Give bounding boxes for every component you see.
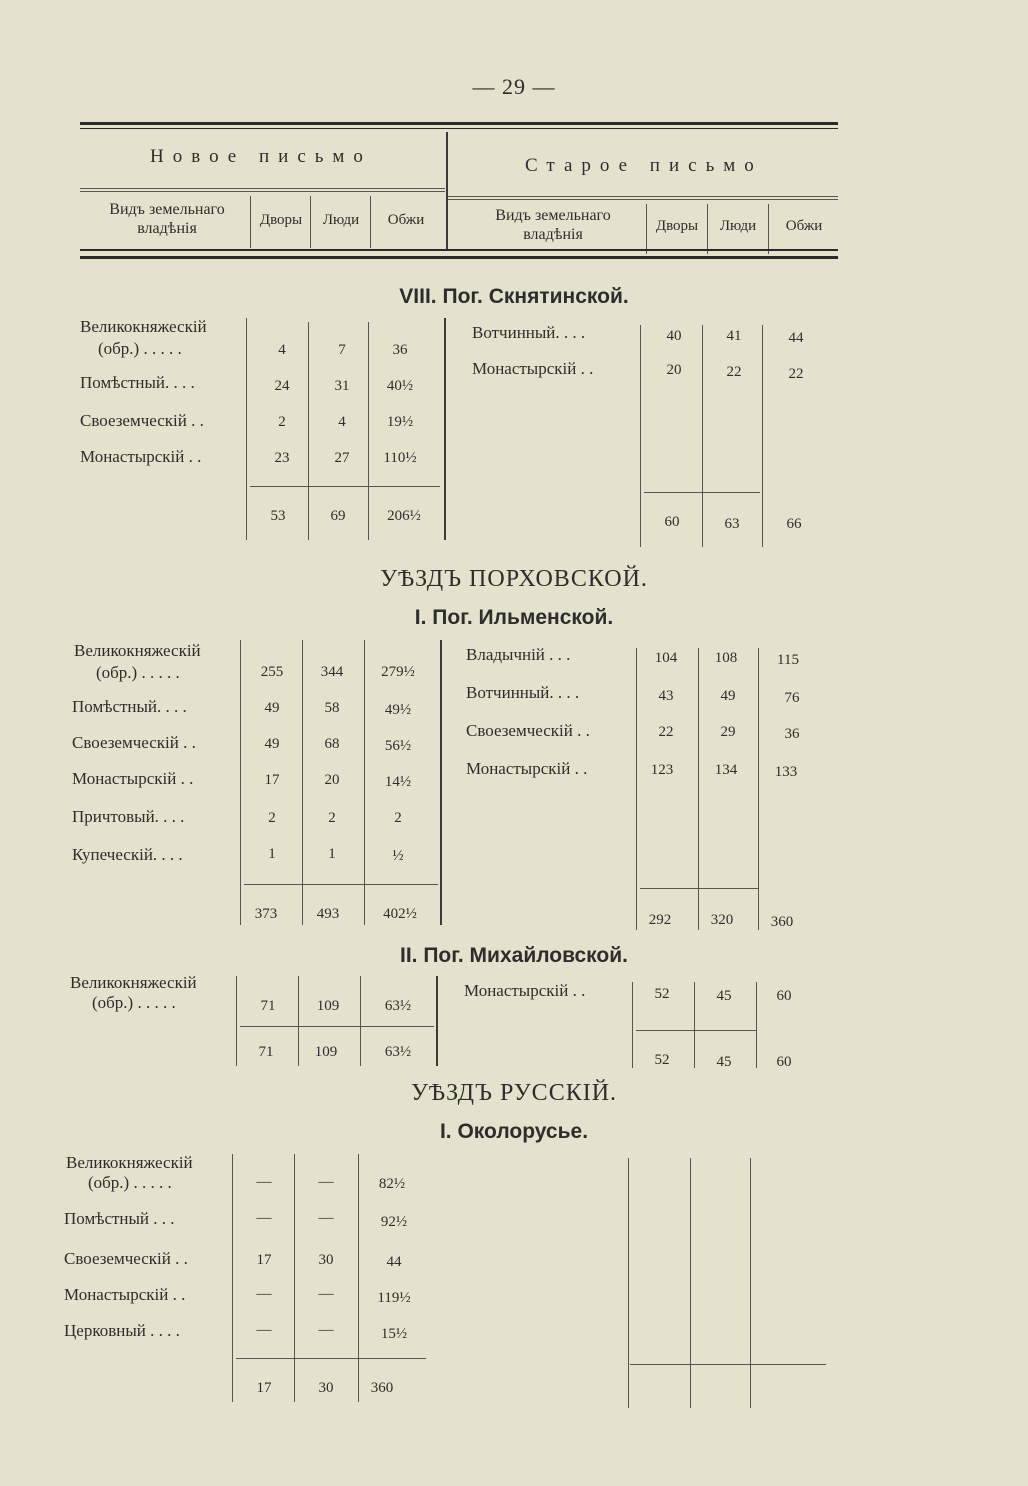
row-label: (обр.) . . . . . [98, 339, 182, 358]
total-obzhi: 60 [776, 1054, 792, 1070]
section-title: II. Пог. Михайловской. [399, 944, 628, 967]
cell-lyudi: — [318, 1322, 334, 1338]
cell-lyudi: 20 [324, 772, 340, 788]
cell-dvory: 43 [658, 688, 674, 704]
cell-dvory: 40 [666, 328, 682, 344]
cell-obzhi: 2 [394, 810, 402, 826]
total-obzhi: 360 [370, 1380, 394, 1396]
cell-dvory: 49 [264, 700, 280, 716]
total-lyudi: 45 [716, 1054, 732, 1070]
cell-obzhi: ½ [392, 848, 404, 864]
cell-dvory: — [256, 1174, 272, 1190]
total-obzhi: 402½ [383, 906, 417, 922]
cell-lyudi: 344 [320, 664, 344, 680]
row-label: Великокняжескій [66, 1153, 193, 1172]
row-label: Купеческій. . . . [72, 845, 183, 864]
cell-dvory: 71 [260, 998, 276, 1014]
cell-obzhi: 133 [774, 764, 798, 780]
uezd-heading: УѢЗДЪ ПОРХОВСКОЙ. [380, 566, 648, 592]
cell-obzhi: 44 [788, 330, 804, 346]
total-dvory: 60 [664, 514, 680, 530]
header-old-letter: Старое письмо [525, 155, 763, 176]
cell-lyudi: — [318, 1174, 334, 1190]
cell-obzhi: 279½ [381, 664, 415, 680]
header-lyudi: Люди [322, 212, 360, 228]
row-label: Владычній . . . [466, 645, 571, 664]
row-label: Великокняжескій [80, 317, 207, 336]
row-label: Своеземческій . . [72, 733, 196, 752]
total-obzhi: 63½ [384, 1044, 412, 1060]
cell-obzhi: 15½ [380, 1326, 408, 1342]
cell-obzhi: 36 [392, 342, 408, 358]
cell-lyudi: 27 [334, 450, 350, 466]
total-obzhi: 206½ [387, 508, 421, 524]
row-label: Монастырскій . . [464, 981, 586, 1000]
total-lyudi: 320 [710, 912, 734, 928]
header-dvory-old: Дворы [655, 218, 699, 234]
header-lyudi-old: Люди [719, 218, 757, 234]
row-label: Монастырскій . . [72, 769, 194, 788]
page-number: — 29 — [472, 74, 556, 99]
total-dvory: 53 [270, 508, 286, 524]
cell-lyudi: — [318, 1210, 334, 1226]
cell-dvory: 104 [654, 650, 678, 666]
row-label: Церковный . . . . [64, 1321, 180, 1340]
row-label: Монастырскій . . [472, 359, 594, 378]
row-label: Монастырскій . . [466, 759, 588, 778]
section-title: I. Пог. Ильменской. [414, 606, 614, 629]
cell-dvory: — [256, 1322, 272, 1338]
header-type-col: Видъ земельнаго владѣнія [109, 201, 225, 237]
cell-lyudi: 58 [324, 700, 340, 716]
cell-dvory: 1 [268, 846, 276, 862]
cell-dvory: 4 [278, 342, 286, 358]
row-label: Великокняжескій [70, 973, 197, 992]
total-lyudi: 493 [316, 906, 340, 922]
cell-lyudi: 22 [726, 364, 742, 380]
total-lyudi: 69 [330, 508, 346, 524]
cell-obzhi: 44 [386, 1254, 402, 1270]
cell-lyudi: 108 [714, 650, 738, 666]
section-title: VIII. Пог. Скнятинской. [399, 285, 629, 308]
row-label: (обр.) . . . . . [96, 663, 180, 682]
cell-obzhi: 76 [784, 690, 800, 706]
row-label: Вотчинный. . . . [466, 683, 580, 702]
cell-lyudi: 29 [720, 724, 736, 740]
total-lyudi: 109 [314, 1044, 338, 1060]
row-label: Великокняжескій [74, 641, 201, 660]
cell-dvory: 23 [274, 450, 290, 466]
cell-dvory: 17 [264, 772, 280, 788]
cell-dvory: 52 [654, 986, 670, 1002]
row-label: (обр.) . . . . . [92, 993, 176, 1012]
cell-dvory: 2 [268, 810, 276, 826]
cell-lyudi: 45 [716, 988, 732, 1004]
row-label: Помѣстный. . . . [80, 373, 195, 392]
total-obzhi: 360 [770, 914, 794, 930]
cell-obzhi: 19½ [386, 414, 414, 430]
header-obzhi: Обжи [387, 212, 425, 228]
cell-obzhi: 110½ [383, 450, 417, 466]
header-obzhi-old: Обжи [785, 218, 823, 234]
cell-obzhi: 63½ [384, 998, 412, 1014]
total-dvory: 52 [654, 1052, 670, 1068]
cell-dvory: — [256, 1286, 272, 1302]
cell-lyudi: 30 [318, 1252, 334, 1268]
cell-obzhi: 14½ [384, 774, 412, 790]
row-label: Своеземческій . . [466, 721, 590, 740]
cell-lyudi: 134 [714, 762, 738, 778]
uezd-heading: УѢЗДЪ РУССКІЙ. [410, 1080, 618, 1106]
cell-obzhi: 49½ [384, 702, 412, 718]
cell-obzhi: 82½ [378, 1176, 406, 1192]
cell-dvory: 24 [274, 378, 290, 394]
cell-obzhi: 22 [788, 366, 804, 382]
cell-dvory: 49 [264, 736, 280, 752]
cell-obzhi: 36 [784, 726, 800, 742]
cell-dvory: 17 [256, 1252, 272, 1268]
header-new-letter: Новое письмо [150, 146, 372, 167]
row-label: Своеземческій . . [64, 1249, 188, 1268]
total-dvory: 71 [258, 1044, 274, 1060]
row-label: Помѣстный. . . . [72, 697, 187, 716]
cell-lyudi: 4 [338, 414, 346, 430]
total-dvory: 17 [256, 1380, 272, 1396]
cell-dvory: 20 [666, 362, 682, 378]
total-lyudi: 63 [724, 516, 740, 532]
total-lyudi: 30 [318, 1380, 334, 1396]
total-dvory: 292 [648, 912, 672, 928]
total-obzhi: 66 [786, 516, 802, 532]
cell-lyudi: 1 [328, 846, 336, 862]
row-label: Монастырскій . . [80, 447, 202, 466]
cell-dvory: 255 [260, 664, 284, 680]
header-dvory: Дворы [259, 212, 303, 228]
total-dvory: 373 [254, 906, 278, 922]
cell-lyudi: 68 [324, 736, 340, 752]
cell-lyudi: — [318, 1286, 334, 1302]
cell-obzhi: 92½ [380, 1214, 408, 1230]
cell-obzhi: 60 [776, 988, 792, 1004]
cell-lyudi: 7 [338, 342, 346, 358]
cell-dvory: — [256, 1210, 272, 1226]
row-label: Монастырскій . . [64, 1285, 186, 1304]
cell-lyudi: 2 [328, 810, 336, 826]
cell-dvory: 2 [278, 414, 286, 430]
cell-obzhi: 119½ [377, 1290, 411, 1306]
cell-lyudi: 41 [726, 328, 742, 344]
row-label: Вотчинный. . . . [472, 323, 586, 342]
cell-dvory: 22 [658, 724, 674, 740]
row-label: Помѣстный . . . [64, 1209, 175, 1228]
cell-obzhi: 40½ [386, 378, 414, 394]
cell-lyudi: 31 [334, 378, 350, 394]
cell-lyudi: 109 [316, 998, 340, 1014]
cell-obzhi: 115 [777, 652, 799, 668]
cell-lyudi: 49 [720, 688, 736, 704]
cell-obzhi: 56½ [384, 738, 412, 754]
section-title: I. Околорусье. [439, 1120, 589, 1143]
row-label: Причтовый. . . . [72, 807, 185, 826]
row-label: Своеземческій . . [80, 411, 204, 430]
cell-dvory: 123 [650, 762, 674, 778]
header-type-col-old: Видъ земельнаго владѣнія [495, 207, 611, 243]
row-label: (обр.) . . . . . [88, 1173, 172, 1192]
